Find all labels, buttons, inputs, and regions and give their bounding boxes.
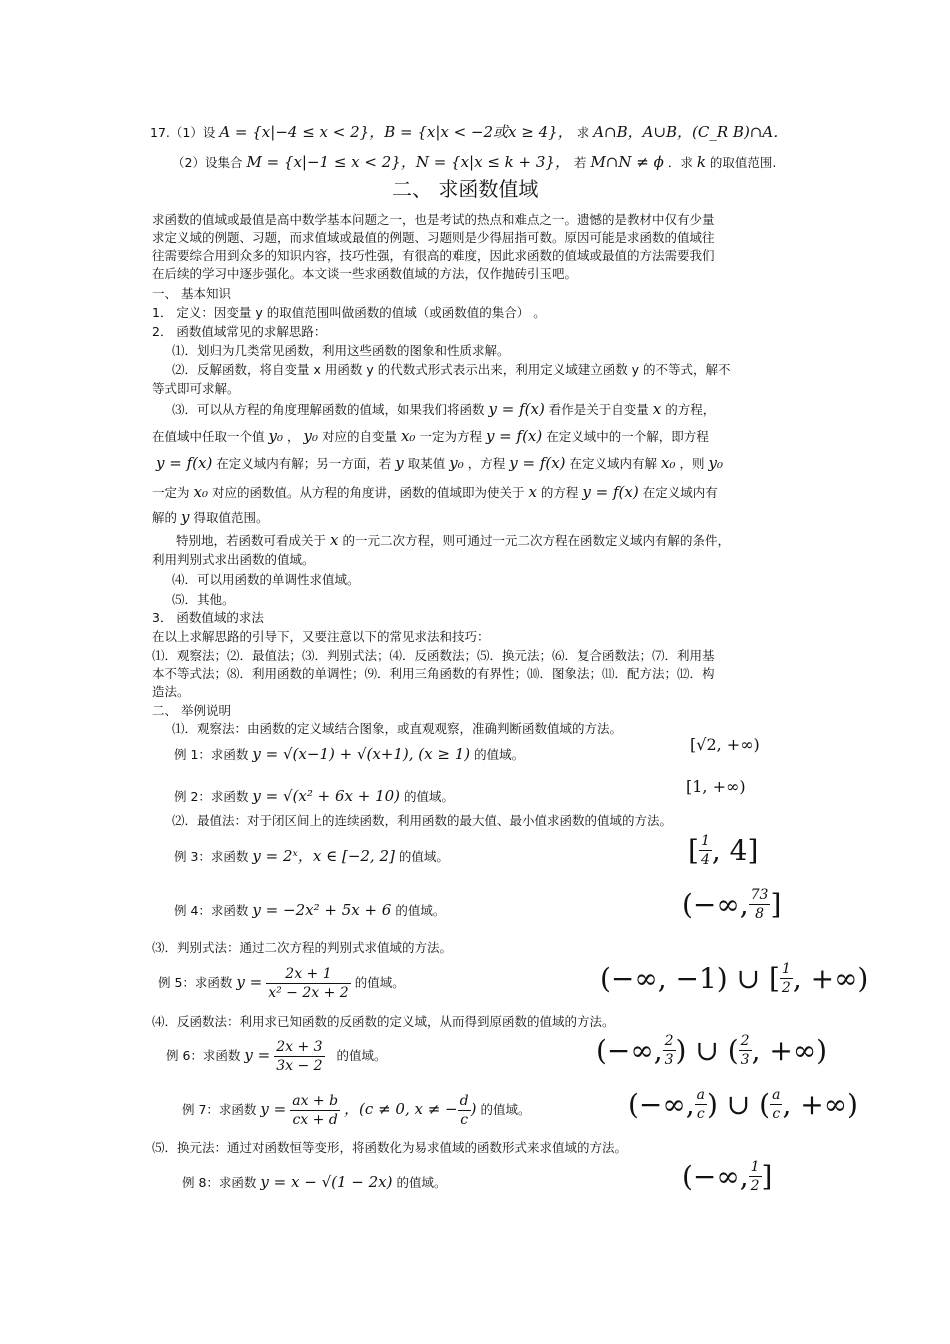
example-2 bbox=[174, 786, 454, 807]
numerator: d bbox=[459, 1093, 469, 1109]
math: y = f(x) bbox=[488, 400, 545, 418]
approach-3e bbox=[152, 507, 268, 528]
text: 在值域中任取一个值 bbox=[152, 429, 265, 444]
math: ) bbox=[470, 1100, 477, 1118]
example-4-answer bbox=[682, 886, 781, 923]
special-case-b: 利用判别式求出函数的值域。 bbox=[152, 552, 315, 567]
q17-label2: （2）设集合 bbox=[172, 155, 243, 170]
example-function: y = −2x² + 5x + 6 bbox=[252, 901, 392, 919]
text: 解的 bbox=[152, 510, 178, 525]
denominator: 3x − 2 bbox=[276, 1058, 323, 1074]
bracket: ] bbox=[761, 1160, 773, 1193]
math: x₀ bbox=[193, 483, 208, 501]
text: 的方程 bbox=[540, 485, 579, 500]
text: 特别地，若函数可看成关于 bbox=[176, 533, 327, 548]
bracket: ] bbox=[770, 888, 782, 921]
approach-5: ⑸．其他。 bbox=[172, 592, 235, 607]
example-end: 的值域。 bbox=[354, 975, 405, 990]
fraction bbox=[770, 1086, 782, 1123]
text: 看作是关于自变量 bbox=[548, 402, 649, 417]
fraction bbox=[266, 965, 350, 1002]
math: x bbox=[652, 400, 662, 418]
denominator: 2 bbox=[750, 1178, 760, 1194]
math: y = f(x) bbox=[509, 454, 566, 472]
intro-line: 求定义域的例题、习题，而求值域或最值的例题、习题则是少得屈指可数。原因可能是求函数的值域往 bbox=[152, 230, 715, 245]
example-6-answer bbox=[596, 1032, 827, 1069]
numerator: 1 bbox=[700, 833, 710, 849]
example-label: 例 6：求函数 bbox=[166, 1048, 241, 1063]
q17-label: 17.（1）设 bbox=[150, 125, 216, 140]
intro-line: 往需要综合用到众多的知识内容，技巧性强，有很高的难度，因此求函数的值域或最值的方法需要我们 bbox=[152, 248, 715, 263]
example-end: 的值域。 bbox=[395, 903, 446, 918]
fraction bbox=[290, 1092, 340, 1129]
denominator: c bbox=[460, 1112, 469, 1128]
fraction bbox=[749, 1158, 762, 1195]
subheading-basic: 一、 基本知识 bbox=[152, 286, 231, 301]
denominator: 3 bbox=[740, 1052, 750, 1068]
methods-list: 本不等式法；⑻．利用函数的单调性；⑼．利用三角函数的有界性；⑽．图象法；⑾．配方法；⑿．构 bbox=[152, 666, 715, 681]
q17-condition: M∩N ≠ ϕ bbox=[590, 153, 664, 171]
text: ⑶．可以从方程的角度理解函数的值域，如果我们将函数 bbox=[172, 402, 485, 417]
approach-2a: ⑵．反解函数，将自变量 x 用函数 y 的代数式形式表示出来，利用定义域建立函数 y 的不等式，解不 bbox=[172, 362, 731, 377]
numerator: 73 bbox=[750, 887, 769, 903]
bracket: ) ∪ ( bbox=[706, 1088, 771, 1121]
denominator: 2 bbox=[781, 980, 791, 996]
math: y bbox=[395, 454, 404, 472]
text: 对应的函数值。从方程的角度讲，函数的值域即为使关于 bbox=[211, 485, 525, 500]
example-function: y = √(x−1) + √(x+1), (x ≥ 1) bbox=[252, 745, 471, 763]
denominator: 4 bbox=[700, 852, 710, 868]
math: y₀ bbox=[449, 454, 464, 472]
text: 的一元二次方程，则可通过一元二次方程在函数定义域内有解的条件， bbox=[342, 533, 730, 548]
math: x₀ bbox=[661, 454, 676, 472]
example-label: 例 2：求函数 bbox=[174, 789, 249, 804]
example-end: 的值域。 bbox=[396, 1175, 447, 1190]
subheading-examples: 二、 举例说明 bbox=[152, 703, 231, 718]
q17-end: 的取值范围. bbox=[709, 155, 777, 170]
math: ，(c ≠ 0, x ≠ − bbox=[344, 1100, 458, 1118]
example-function: y = x − √(1 − 2x) bbox=[260, 1173, 393, 1191]
bracket: , +∞) bbox=[751, 1034, 828, 1067]
text: 得取值范围。 bbox=[193, 510, 269, 525]
example-label: 例 7：求函数 bbox=[182, 1102, 257, 1117]
methods-intro: 在以上求解思路的引导下，又要注意以下的常见求法和技巧： bbox=[152, 629, 490, 644]
math: y = bbox=[244, 1046, 271, 1064]
approach-3d bbox=[152, 482, 718, 503]
text: ，则 bbox=[679, 456, 705, 471]
numerator: a bbox=[772, 1087, 781, 1103]
approach-3b bbox=[152, 426, 709, 447]
example-label: 例 4：求函数 bbox=[174, 903, 249, 918]
fraction bbox=[695, 1086, 707, 1123]
fraction bbox=[458, 1092, 471, 1129]
fraction bbox=[699, 832, 712, 869]
subheading-methods: 3． 函数值域的求法 bbox=[152, 610, 264, 625]
bracket: (−∞, −1) ∪ [ bbox=[600, 962, 780, 995]
text: ，方程 bbox=[467, 456, 506, 471]
example-2-answer: [1, +∞) bbox=[686, 777, 746, 796]
methods-list: 造法。 bbox=[152, 684, 190, 699]
approach-1: ⑴．划归为几类常见函数，利用这些函数的图象和性质求解。 bbox=[172, 343, 510, 358]
q17-sets-mn: M = {x|−1 ≤ x < 2}，N = {x|x ≤ k + 3}， bbox=[246, 153, 570, 171]
math: x bbox=[330, 531, 339, 549]
text: 一定为 bbox=[152, 485, 190, 500]
example-end: 的值域。 bbox=[404, 789, 455, 804]
text: 的方程， bbox=[665, 402, 716, 417]
numerator: 2 bbox=[740, 1033, 750, 1049]
denominator: c bbox=[696, 1106, 705, 1122]
denominator: c bbox=[772, 1106, 781, 1122]
math: x bbox=[528, 483, 537, 501]
bracket: ) ∪ ( bbox=[675, 1034, 739, 1067]
fraction bbox=[749, 886, 771, 923]
q17-k: k bbox=[696, 153, 706, 171]
intro-line: 在后续的学习中逐步强化。本文谈一些求函数值域的方法，仅作抛砖引玉吧。 bbox=[152, 266, 578, 281]
example-end: 的值域。 bbox=[398, 849, 449, 864]
numerator: ax + b bbox=[292, 1093, 339, 1109]
math: y₀ bbox=[708, 454, 723, 472]
numerator: 2x + 1 bbox=[266, 965, 350, 984]
example-label: 例 5：求函数 bbox=[158, 975, 233, 990]
fraction bbox=[780, 960, 793, 997]
bracket: , +∞) bbox=[782, 1088, 858, 1121]
numerator: 2 bbox=[664, 1033, 674, 1049]
numerator: 1 bbox=[781, 961, 791, 977]
q17-set-ops: A∩B，A∪B，(C_R B)∩A． bbox=[593, 123, 789, 141]
bracket: (−∞, bbox=[682, 888, 749, 921]
q17-sets-ab: A = {x|−4 ≤ x < 2}，B = {x|x < −2或x ≥ 4}， bbox=[219, 123, 573, 141]
special-case-a bbox=[176, 530, 730, 551]
example-end: 的值域。 bbox=[480, 1102, 531, 1117]
text: 在定义域内有 bbox=[642, 485, 718, 500]
text: 在定义域内有解 bbox=[569, 456, 658, 471]
approach-3a bbox=[172, 399, 715, 420]
numerator: 2x + 3 bbox=[276, 1039, 323, 1055]
denominator: cx + d bbox=[292, 1112, 338, 1128]
fraction bbox=[274, 1038, 324, 1075]
example-function: y = √(x² + 6x + 10) bbox=[252, 787, 401, 805]
example-6 bbox=[166, 1035, 387, 1076]
intro-line: 求函数的值域或最值是高中数学基本问题之一，也是考试的热点和难点之一。遗憾的是教材中仅有少量 bbox=[152, 212, 715, 227]
text: 在定义域内有解；另一方面，若 bbox=[216, 456, 392, 471]
bracket: (−∞, bbox=[682, 1160, 749, 1193]
example-5-answer bbox=[600, 960, 868, 997]
numerator: a bbox=[696, 1087, 705, 1103]
method-observation: ⑴．观察法：由函数的定义域结合图象，或直观观察，准确判断函数值域的方法。 bbox=[172, 721, 623, 736]
example-end: 的值域。 bbox=[336, 1048, 387, 1063]
example-label: 例 3：求函数 bbox=[174, 849, 249, 864]
denominator: 3 bbox=[664, 1052, 674, 1068]
example-8 bbox=[182, 1172, 446, 1193]
example-5 bbox=[158, 962, 405, 1003]
math: y = f(x) bbox=[582, 483, 639, 501]
numerator: 1 bbox=[750, 1159, 760, 1175]
bracket: , 4] bbox=[711, 834, 759, 867]
denominator: x² − 2x + 2 bbox=[268, 985, 349, 1001]
example-8-answer bbox=[682, 1158, 772, 1195]
bracket: (−∞, bbox=[596, 1034, 663, 1067]
section-heading: 二、 求函数值域 bbox=[392, 177, 539, 201]
q17-part2 bbox=[172, 152, 776, 173]
fraction bbox=[739, 1032, 752, 1069]
example-3 bbox=[174, 846, 449, 867]
bracket: (−∞, bbox=[628, 1088, 695, 1121]
math: y₀ bbox=[303, 427, 318, 445]
subheading-approaches: 2． 函数值域常见的求解思路： bbox=[152, 324, 327, 339]
example-1-answer: [√2, +∞) bbox=[690, 735, 760, 754]
text: ， bbox=[286, 429, 300, 444]
math: y = f(x) bbox=[156, 454, 213, 472]
q17-ask: 求 bbox=[576, 125, 590, 140]
q17-if: 若 bbox=[573, 155, 587, 170]
math: y = bbox=[260, 1100, 287, 1118]
example-end: 的值域。 bbox=[474, 747, 525, 762]
math: y = f(x) bbox=[485, 427, 543, 445]
bracket: , +∞) bbox=[792, 962, 869, 995]
methods-list: ⑴．观察法；⑵．最值法；⑶．判别式法；⑷．反函数法；⑸．换元法；⑹．复合函数法；⑺．利用基 bbox=[152, 648, 715, 663]
text: 对应的自变量 bbox=[321, 429, 397, 444]
q17-part1 bbox=[150, 122, 788, 143]
example-4 bbox=[174, 900, 445, 921]
method-extremum: ⑵．最值法：对于闭区间上的连续函数，利用函数的最大值、最小值求函数的值域的方法。 bbox=[172, 813, 673, 828]
example-label: 例 8：求函数 bbox=[182, 1175, 257, 1190]
text: 在定义域中的一个解，即方程 bbox=[546, 429, 709, 444]
bracket: [ bbox=[688, 834, 699, 867]
approach-3c bbox=[156, 453, 723, 474]
example-label: 例 1：求函数 bbox=[174, 747, 249, 762]
math: y₀ bbox=[268, 427, 283, 445]
example-3-answer bbox=[688, 832, 758, 869]
math: y bbox=[181, 508, 190, 526]
definition: 1． 定义：因变量 y 的取值范围叫做函数的值域（或函数值的集合） 。 bbox=[152, 305, 546, 320]
method-inverse: ⑷．反函数法：利用求已知函数的反函数的定义域，从而得到原函数的值域的方法。 bbox=[152, 1014, 615, 1029]
method-substitution: ⑸．换元法：通过对函数恒等变形，将函数化为易求值域的函数形式来求值域的方法。 bbox=[152, 1140, 628, 1155]
example-7 bbox=[182, 1087, 530, 1132]
approach-4: ⑷．可以用函数的单调性求值域。 bbox=[172, 572, 360, 587]
example-7-answer bbox=[628, 1086, 858, 1123]
method-discriminant: ⑶．判别式法：通过二次方程的判别式求值域的方法。 bbox=[152, 940, 453, 955]
math: y = bbox=[236, 973, 263, 991]
example-function: y = 2ˣ，x ∈ [−2, 2] bbox=[252, 847, 395, 865]
text: 一定为方程 bbox=[419, 429, 482, 444]
q17-ask2: ．求 bbox=[667, 155, 693, 170]
math: x₀ bbox=[400, 427, 416, 445]
denominator: 8 bbox=[755, 906, 764, 922]
approach-2b: 等式即可求解。 bbox=[152, 381, 240, 396]
example-1 bbox=[174, 744, 524, 765]
fraction bbox=[663, 1032, 676, 1069]
text: 取某值 bbox=[407, 456, 446, 471]
